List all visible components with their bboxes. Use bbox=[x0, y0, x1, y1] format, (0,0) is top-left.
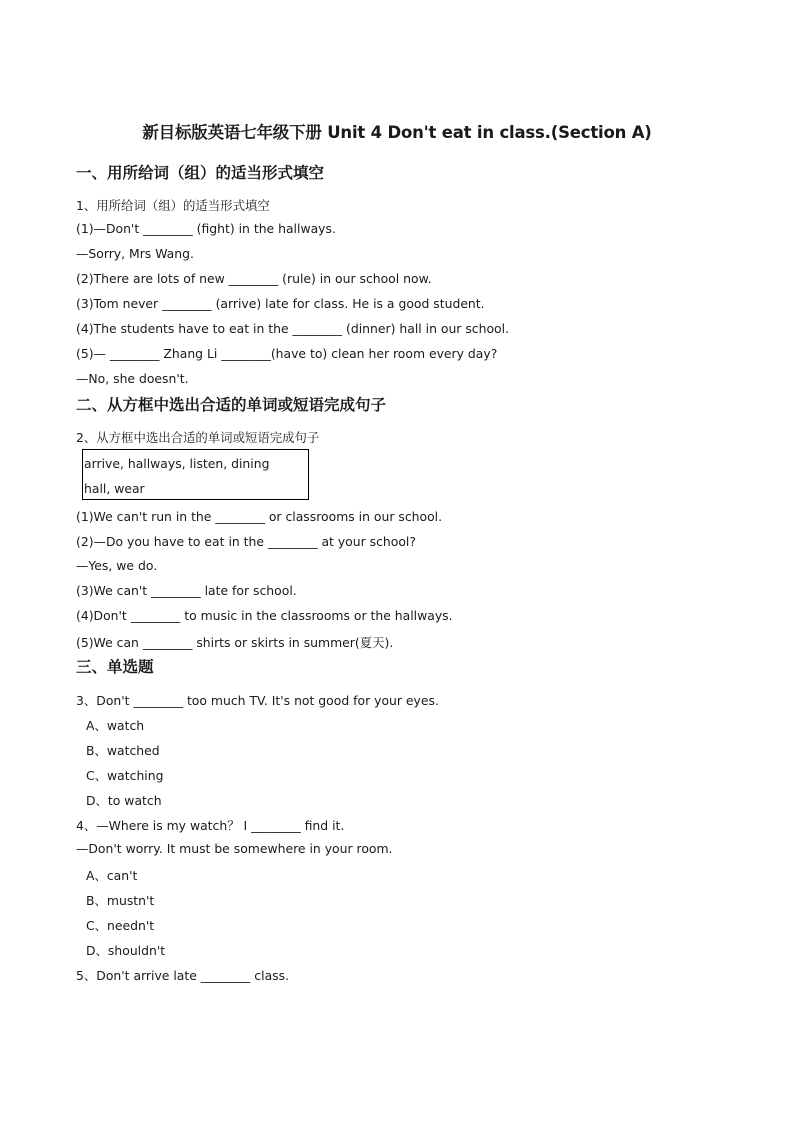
q4-stem: 4、—Where is my watch？ I ________ find it. bbox=[76, 818, 345, 833]
q4-option-a: A、can't bbox=[86, 868, 138, 883]
q1-line-4: (3)Tom never ________ (arrive) late for class. He is a good student. bbox=[76, 296, 485, 311]
q1-line-5: (4)The students have to eat in the ________ (dinner) hall in our school. bbox=[76, 321, 510, 336]
q4-option-d: D、shouldn't bbox=[86, 943, 166, 958]
section-3-heading: 三、单选题 bbox=[76, 658, 154, 676]
q4-option-b: B、mustn't bbox=[86, 893, 155, 908]
q2-line-1: (1)We can't run in the ________ or classrooms in our school. bbox=[76, 509, 443, 524]
word-box-line-1: arrive, hallways, listen, dining bbox=[84, 456, 270, 471]
q2-line-4: (3)We can't ________ late for school. bbox=[76, 583, 297, 598]
question-2-label: 2、从方框中选出合适的单词或短语完成句子 bbox=[76, 430, 320, 445]
word-box bbox=[82, 449, 309, 500]
q2-line-5: (4)Don't ________ to music in the classrooms or the hallways. bbox=[76, 608, 453, 623]
q3-option-c: C、watching bbox=[86, 768, 164, 783]
q1-line-6: (5)— ________ Zhang Li ________(have to) clean her room every day? bbox=[76, 346, 498, 361]
q1-line-7: —No, she doesn't. bbox=[76, 371, 189, 386]
q4-stem-2: —Don't worry. It must be somewhere in your room. bbox=[76, 841, 393, 856]
q1-line-3: (2)There are lots of new ________ (rule) in our school now. bbox=[76, 271, 432, 286]
q5-stem: 5、Don't arrive late ________ class. bbox=[76, 968, 290, 983]
document-title: 新目标版英语七年级下册 Unit 4 Don't eat in class.(Section A) bbox=[142, 123, 652, 142]
q3-option-d: D、to watch bbox=[86, 793, 162, 808]
q1-line-2: —Sorry, Mrs Wang. bbox=[76, 246, 194, 261]
q3-stem: 3、Don't ________ too much TV. It's not good for your eyes. bbox=[76, 693, 439, 708]
section-1-heading: 一、用所给词（组）的适当形式填空 bbox=[76, 164, 325, 182]
question-1-label: 1、用所给词（组）的适当形式填空 bbox=[76, 198, 270, 213]
q3-option-b: B、watched bbox=[86, 743, 160, 758]
q1-line-1: (1)—Don't ________ (fight) in the hallways. bbox=[76, 221, 336, 236]
q2-line-3: —Yes, we do. bbox=[76, 558, 158, 573]
word-box-line-2: hall, wear bbox=[84, 481, 145, 496]
q2-line-6: (5)We can ________ shirts or skirts in summer(夏天). bbox=[76, 635, 394, 650]
q3-option-a: A、watch bbox=[86, 718, 145, 733]
section-2-heading: 二、从方框中选出合适的单词或短语完成句子 bbox=[76, 396, 387, 414]
q2-line-2: (2)—Do you have to eat in the ________ at your school? bbox=[76, 534, 416, 549]
q4-option-c: C、needn't bbox=[86, 918, 155, 933]
